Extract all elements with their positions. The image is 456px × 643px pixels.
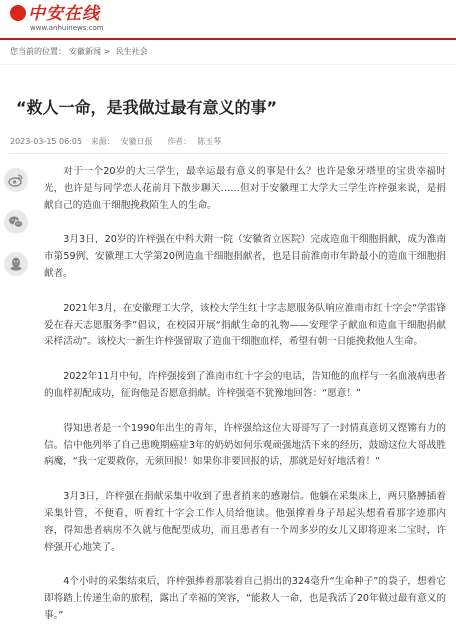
site-logo[interactable] — [10, 4, 104, 33]
author-name: 陈玉琴 — [197, 137, 222, 146]
logo-text: 中安在线 — [28, 4, 100, 24]
weibo-share-button[interactable] — [4, 168, 28, 192]
logo-url: www.anhuinews.com — [30, 24, 104, 32]
meta-divider — [10, 153, 446, 154]
breadcrumb-prefix: 您当前的位置： — [10, 47, 66, 56]
page-title: “救人一命，是我做过最有意义的事” — [16, 98, 278, 117]
article-meta — [10, 137, 456, 147]
article-body — [44, 164, 446, 643]
qq-share-button[interactable] — [4, 252, 28, 276]
breadcrumb-link-anhui-news[interactable]: 安徽新闻 — [69, 47, 101, 56]
article-paragraph: 3月3日，许梓强在捐献采集中收到了患者捎来的感谢信。他躺在采集床上，两只胳膊插着采集针管，不便看，听着红十字会工作人员给他读。他强撑着身子昂起头想看看那字迹那内容，得知患者病房不久就与他配型成功，而且患者有一个周多岁的女儿又即将迎来二宝时，许梓强开心地笑了。 — [44, 491, 446, 553]
author-label: 作者： — [167, 137, 192, 146]
weibo-icon — [8, 172, 24, 188]
wechat-share-button[interactable] — [4, 210, 28, 234]
source-label: 来源： — [90, 137, 115, 146]
logo-brand — [10, 4, 104, 24]
source-name: 安徽日报 — [120, 137, 153, 146]
publish-date: 2023-03-15 06:05 — [10, 137, 83, 146]
author-info — [167, 137, 227, 146]
breadcrumb-separator: > — [103, 47, 111, 56]
article-paragraph: 2022年11月中旬，许梓强接到了淮南市红十字会的电话，告知他的血样与一名血液病患者的血样初配成功，征询他是否愿意捐献。许梓强毫不犹豫地回答：“愿意！” — [44, 371, 446, 399]
breadcrumb-link-society[interactable]: 民生社会 — [115, 47, 148, 56]
site-header — [0, 0, 456, 38]
qq-icon — [8, 256, 24, 272]
share-bar — [4, 168, 30, 294]
article-paragraph: 4个小时的采集结束后，许梓强捧着那装着自己捐出的324毫升“生命种子”的袋子，想着它即将踏上传递生命的旅程，露出了幸福的笑容，“能救人一命，也是我活了20年做过最有意义的事。” — [44, 576, 446, 621]
breadcrumb — [0, 40, 456, 65]
source-info — [91, 137, 159, 146]
wechat-icon — [8, 214, 24, 230]
article-paragraph: 得知患者是一个1990年出生的青年，许梓强给这位大哥哥写了一封情真意切又铿锵有力的信。信中他列举了自己患晚期癌症3年的奶奶如何乐观顽强地活下来的经历，鼓励这位大哥战胜病魔，“我一定要救你，无须回报！如果你非要回报的话，那就是好好地活着！” — [44, 422, 446, 468]
article-paragraph: 3月3日，20岁的许梓强在中科大附一院（安徽省立医院）完成造血干细胞捐献，成为淮南市第59例、安徽理工大学第20例造血干细胞捐献者，也是目前淮南市年龄最小的造血干细胞捐献者。 — [44, 234, 446, 279]
article-paragraph: 2021年3月，在安徽理工大学，该校大学生红十字志愿服务队响应淮南市红十字会“学雷锋爱在春天志愿服务季”倡议，在校园开展“捐献生命的礼物——安理学子献血和造血干细胞捐献采样活动”。该校大一新生许梓强留取了造血干细胞血样，希望有朝一日能挽救他人生命。 — [44, 302, 446, 348]
article-paragraph: 对于一个20岁的大三学生，最幸运最有意义的事是什么？也许是象牙塔里的宝贵幸福时光，也许是与同学恋人花前月下散步聊天……但对于安徽理工大学大三学生许梓强来说，是捐献自己的造血干细胞挽救陌生人的生命。 — [44, 166, 446, 211]
logo-mark-icon — [10, 5, 26, 21]
